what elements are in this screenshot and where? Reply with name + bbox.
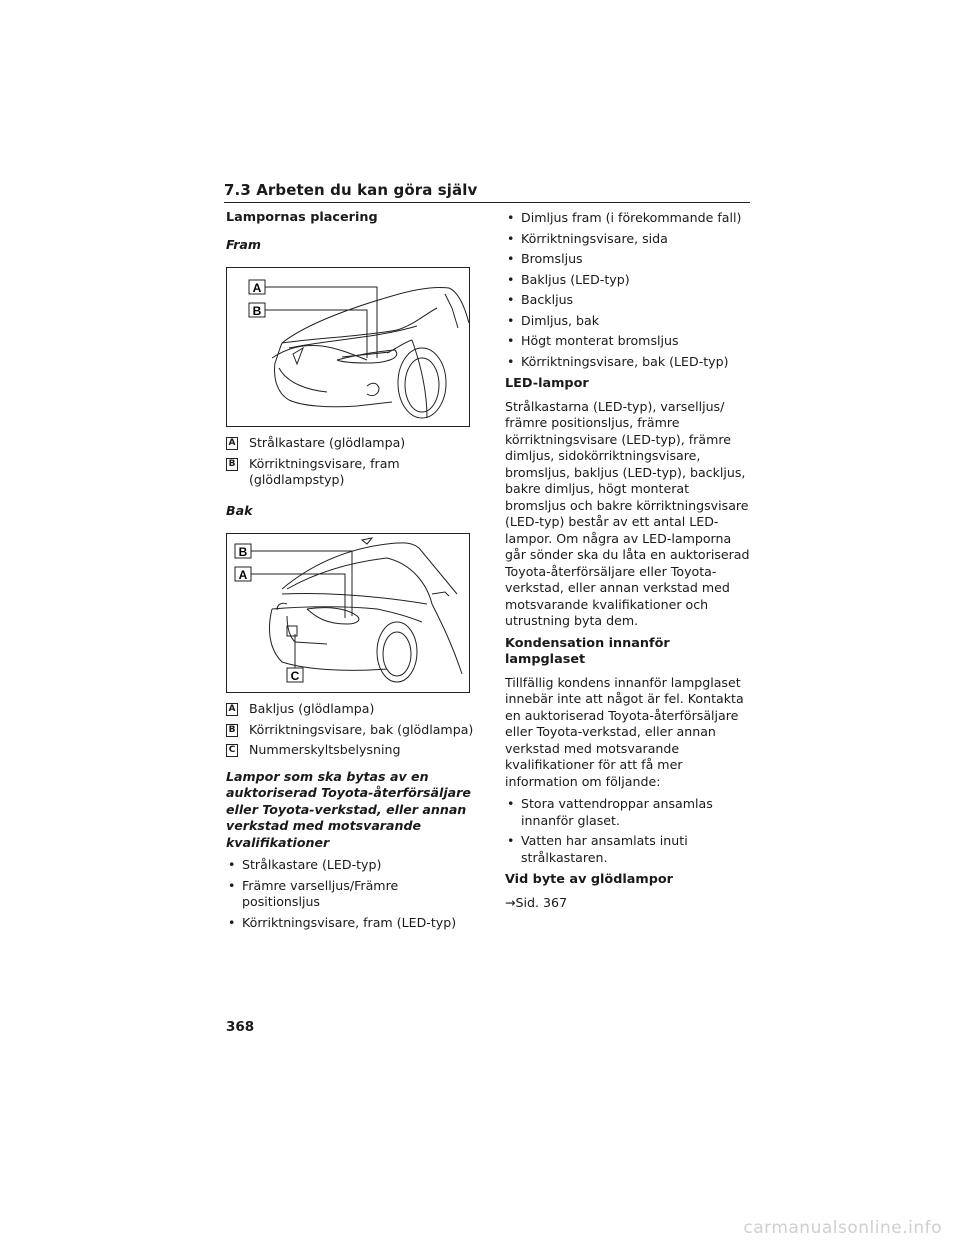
list-item-text: Strålkastare (LED-typ)	[242, 857, 382, 872]
list-item-text: Körriktningsvisare, bak (LED-typ)	[521, 353, 729, 369]
label-rear: Bak	[226, 502, 253, 518]
legend-text: Körriktningsvisare, bak (glödlampa)	[249, 721, 474, 737]
list-item: • Dimljus fram (i förekommande fall)	[507, 210, 742, 225]
rear-callout-b: B	[238, 545, 248, 559]
list-item: • Dimljus, bak	[507, 312, 600, 328]
section-title: 7.3 Arbeten du kan göra själv	[224, 181, 478, 199]
front-callout-b: B	[252, 304, 262, 318]
heading-dealer-lamps: Lampor som ska bytas av en auktoriserad Toyota-återförsäljare eller Toyota-verkstad, eller annan verkstad med motsvarande kvalifikationer	[226, 768, 471, 850]
list-item: • Vatten har ansamlats inuti strålkastaren.	[505, 833, 753, 866]
left-column	[226, 210, 476, 931]
list-item: • Högt monterat bromsljus	[507, 333, 679, 348]
list-item: • Backljus	[507, 292, 574, 307]
heading-bulb-replacement: Vid byte av glödlampor	[505, 872, 673, 887]
rear-car-figure	[226, 533, 470, 693]
legend-key: B	[226, 724, 238, 737]
page-number: 368	[226, 1019, 255, 1035]
legend-text: Strålkastare (glödlampa)	[249, 435, 406, 450]
list-item: • Körriktningsvisare, fram (LED-typ)	[228, 914, 457, 930]
list-item: • Bakljus (LED-typ)	[507, 271, 630, 287]
list-item-text: Dimljus fram (i förekommande fall)	[521, 210, 742, 225]
list-item-text: Bromsljus	[521, 251, 583, 266]
section-header	[224, 180, 750, 203]
list-item: • Stora vattendroppar ansamlas innanför glaset.	[505, 796, 753, 829]
legend-item	[226, 722, 476, 739]
list-item: • Bromsljus	[507, 251, 583, 266]
label-front: Fram	[226, 236, 262, 252]
legend-item	[226, 701, 476, 718]
front-callout-a: A	[252, 281, 262, 295]
list-item-text: Körriktningsvisare, sida	[521, 230, 668, 246]
list-item-text: Stora vattendroppar ansamlas innanför glaset.	[521, 796, 713, 828]
list-item-text: Backljus	[521, 292, 574, 307]
list-item-text: Främre varselljus/Främre positionsljus	[242, 877, 399, 909]
paragraph-condensation: Tillfällig kondens innanför lampglaset innebär inte att något är fel. Kontakta en auktoriserad Toyota-återförsäljare eller Toyota-verkstad, eller annan verkstad med motsvarande kvalifikationer för att få mer information om följande:	[505, 674, 744, 789]
legend-key: B	[226, 458, 238, 471]
right-column	[505, 210, 753, 911]
page-reference-link[interactable]: →Sid. 367	[505, 894, 568, 910]
rear-callout-c: C	[290, 669, 300, 683]
front-car-figure	[226, 267, 470, 427]
legend-text: Nummerskyltsbelysning	[249, 742, 401, 757]
list-item-text: Körriktningsvisare, fram (LED-typ)	[242, 914, 457, 930]
list-item: • Körriktningsvisare, bak (LED-typ)	[507, 353, 729, 369]
rear-callout-a: A	[238, 568, 248, 582]
watermark-footer: carmanualsonline.info	[743, 1218, 942, 1238]
legend-text: Bakljus (glödlampa)	[249, 701, 375, 716]
paragraph-led: Strålkastarna (LED-typ), varselljus/ främre positionsljus, främre körriktningsvisare (LED-typ), främre dimljus, sidokörriktningsvisare, bromsljus, bakljus (LED-typ), backljus, bakre dimljus, högt monterat bromsljus och bakre körriktningsvisare (LED-typ) består av ett antal LED-lampor. Om några av LED-lamporna går sönder ska du låta en auktoriserad Toyota-återförsäljare eller Toyota-verkstad, eller annan verkstad med motsvarande kvalifikationer och utrustning byta dem.	[505, 398, 750, 628]
legend-key: A	[226, 703, 238, 716]
heading-led-lamps: LED-lampor	[505, 376, 589, 391]
heading-condensation: Kondensation innanför lampglaset	[505, 635, 670, 667]
legend-text: Körriktningsvisare, fram (glödlampstyp)	[249, 455, 400, 487]
legend-key: A	[226, 437, 238, 450]
list-item: • Strålkastare (LED-typ)	[228, 857, 382, 872]
legend-item	[226, 456, 476, 489]
list-item-text: Dimljus, bak	[521, 312, 600, 328]
list-item-text: Högt monterat bromsljus	[521, 333, 679, 348]
legend-item	[226, 435, 476, 452]
heading-lamp-locations: Lampornas placering	[226, 210, 378, 225]
list-item: • Körriktningsvisare, sida	[507, 230, 668, 246]
list-item-text: Bakljus (LED-typ)	[521, 271, 630, 287]
legend-key: C	[226, 744, 238, 757]
list-item-text: Vatten har ansamlats inuti strålkastaren.	[521, 833, 688, 865]
legend-item	[226, 742, 476, 759]
list-item: • Främre varselljus/Främre positionsljus	[226, 878, 476, 911]
